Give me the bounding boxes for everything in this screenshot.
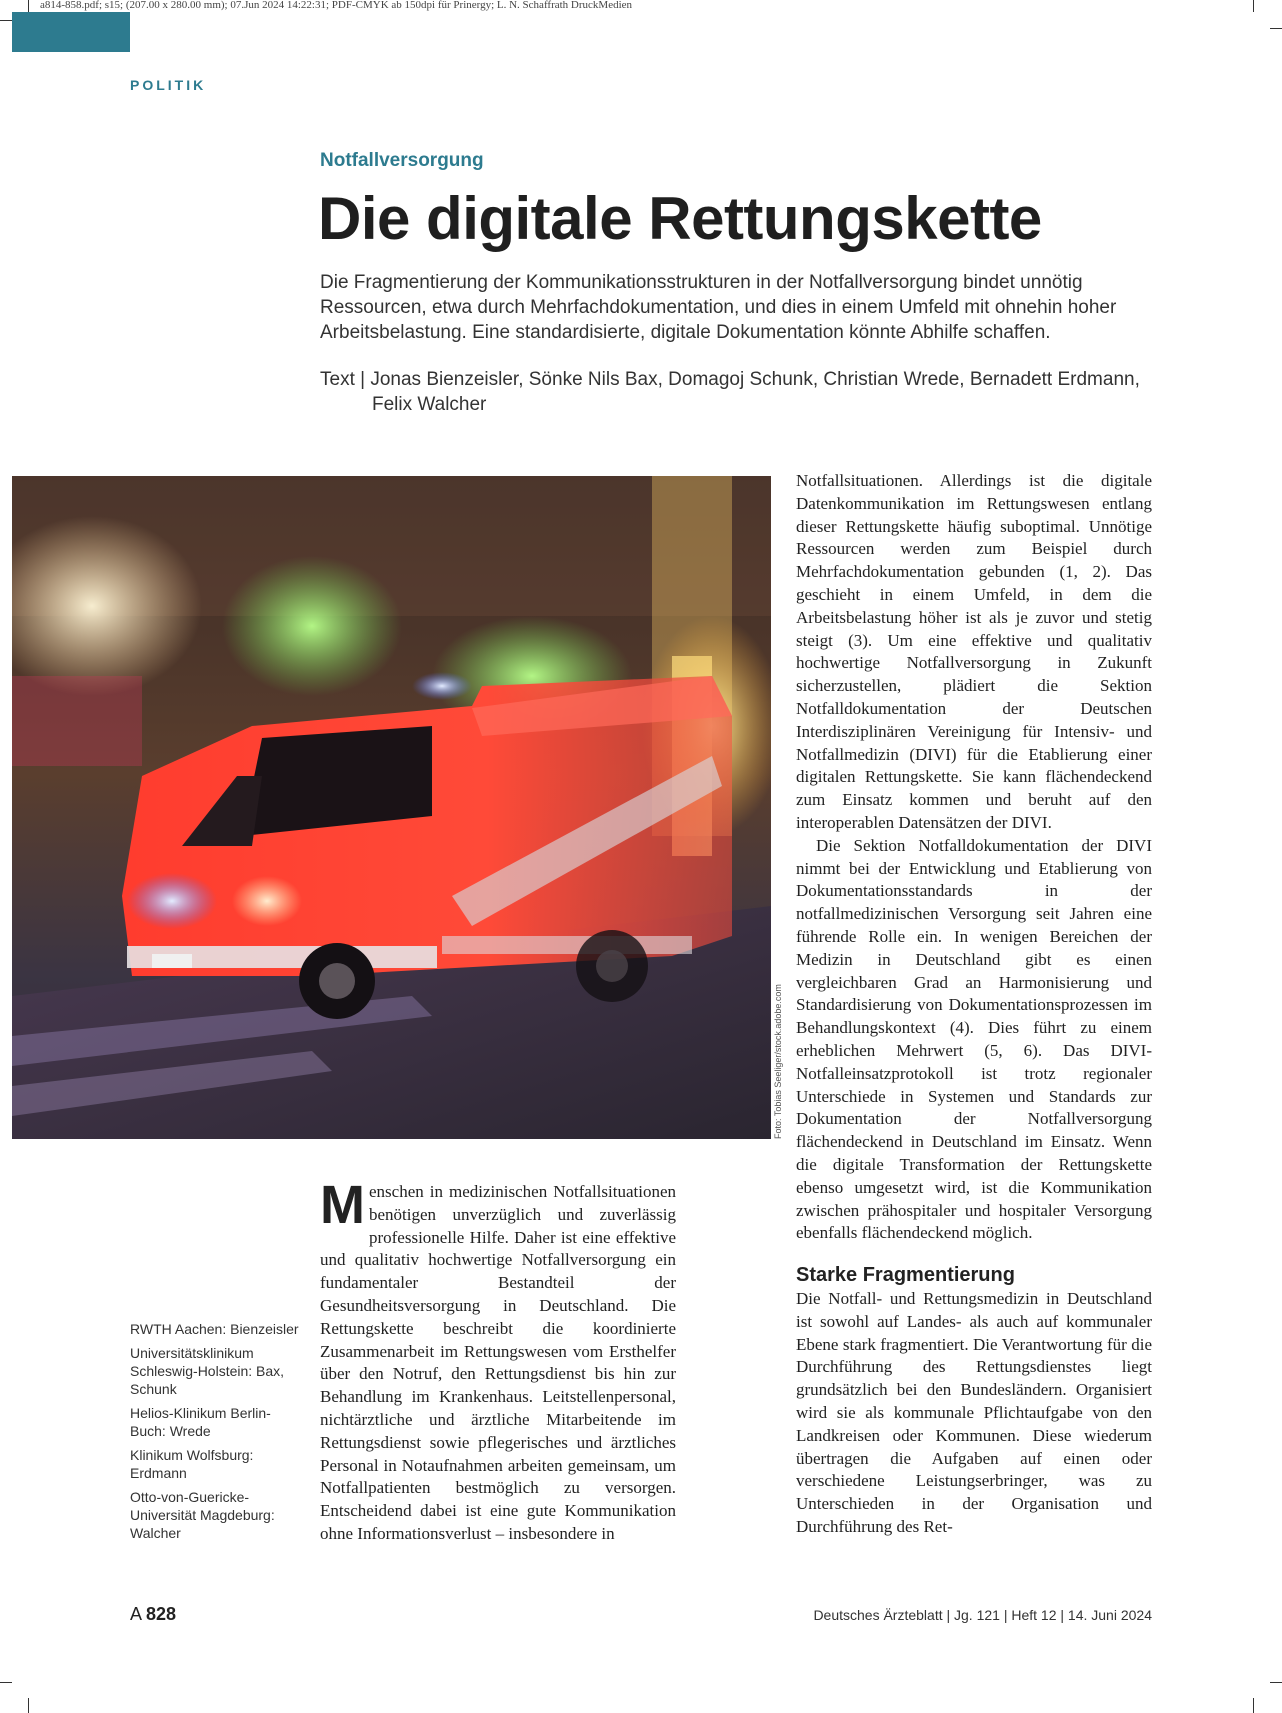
crop-mark	[28, 1698, 29, 1713]
page-number-value: 828	[146, 1604, 177, 1624]
journal-citation: Deutsches Ärzteblatt | Jg. 121 | Heft 12 | 14. Juni 2024	[813, 1607, 1152, 1623]
crop-mark	[28, 0, 29, 12]
crop-mark	[0, 1682, 12, 1683]
article-headline: Die digitale Rettungskette	[318, 185, 1042, 252]
crop-mark	[1270, 1682, 1282, 1683]
crop-mark	[0, 20, 12, 21]
affiliation-item: Universitätsklinikum Schleswig-Holstein: Bax, Schunk	[130, 1345, 285, 1397]
affiliation-item: RWTH Aachen: Bienzeisler	[130, 1321, 299, 1337]
affiliation-item: Klinikum Wolfsburg: Erdmann	[130, 1447, 254, 1481]
section-color-block	[12, 12, 130, 52]
section-label: POLITIK	[130, 77, 207, 93]
affiliation-item: Helios-Klinikum Berlin-Buch: Wrede	[130, 1405, 271, 1439]
paragraph: Notfallsituationen. Allerdings ist die digitale Datenkommunikation im Rettungswesen entlang dieser Rettungskette häufig suboptimal. Unnötige Ressourcen werden zum Beispiel durch Mehrfachdokumentation gebunden (1, 2). Das geschieht in einem Umfeld, in dem die Arbeitsbelastung höher ist als je zuvor und stetig steigt (3). Um eine effektive und qualitativ hochwertige Notfallversorgung in Zukunft sicherzustellen, plädiert die Sektion Notfalldokumentation der Deutschen Interdisziplinären Vereinigung für Intensiv- und Notfallmedizin (DIVI) für die Etablierung einer digitalen Rettungskette. Sie kann flächendeckend zum Einsatz kommen und beruht auf den interoperablen Datensätzen der DIVI.	[796, 471, 1152, 832]
paragraph	[320, 1175, 676, 1546]
article-column-right	[796, 470, 1152, 1539]
article-teaser: Die Fragmentierung der Kommunikationsstrukturen in der Notfallversorgung bindet unnötig Ressourcen, etwa durch Mehrfachdokumentation, und dies in einem Umfeld mit ohnehin hoher Arbeitsbelastung. Eine standardisierte, digitale Dokumentation könnte Abhilfe schaffen.	[320, 272, 1117, 343]
affiliation-item: Otto-von-Guericke-Universität Magdeburg: Walcher	[130, 1489, 275, 1541]
drop-cap: M	[320, 1175, 365, 1235]
print-info-line: a814-858.pdf; s15; (207.00 x 280.00 mm); 07.Jun 2024 14:22:31; PDF-CMYK ab 150dpi für Prinergy; L. N. Schaffrath DruckMedien	[40, 0, 633, 11]
article-byline: Text | Jonas Bienzeisler, Sönke Nils Bax, Domagoj Schunk, Christian Wrede, Bernadett Erdmann, Felix Walcher	[320, 369, 1140, 415]
author-affiliations	[130, 1320, 305, 1548]
crop-mark	[1253, 1698, 1254, 1713]
ambulance-photo	[12, 476, 771, 1139]
subheading: Starke Fragmentierung	[796, 1264, 1015, 1287]
page-number	[130, 1604, 176, 1625]
paragraph: Die Sektion Notfalldokumentation der DIVI nimmt bei der Entwicklung und Etablierung von Dokumentationsstandards in der notfallmedizinischen Versorgung seit Jahren eine führende Rolle ein. In wenigen Bereichen der Medizin in Deutschland gibt es einen vergleichbaren Grad an Harmonisierung und Standardisierung von Dokumentationsprozessen im Behandlungskontext (4). Dies führt zu einem erheblichen Mehrwert (5, 6). Das DIVI-Notfalleinsatzprotokoll ist trotz regionaler Unterschiede in Systemen und Standards zur Dokumentation der Notfallversorgung flächendeckend in Deutschland im Einsatz. Wenn die digitale Transformation der Rettungskette ebenso umgesetzt wird, ist die Kommunikation zwischen prähospitaler und hospitaler Versorgung ebenfalls flächendeckend möglich.	[796, 835, 1152, 1243]
page-prefix: A	[130, 1604, 142, 1624]
crop-mark	[1253, 0, 1254, 12]
crop-mark	[1270, 28, 1282, 29]
article-kicker: Notfallversorgung	[320, 150, 484, 171]
article-column-middle	[320, 1175, 676, 1546]
photo-credit: Foto: Tobias Seeliger/stock.adobe.com	[773, 984, 783, 1139]
paragraph-text: enschen in medizinischen Notfallsituationen benötigen unverzüglich und zuverlässig professionelle Hilfe. Daher ist eine effektive und qualitativ hochwertige Notfallversorgung ein fundamentaler Bestandteil der Gesundheitsversorgung in Deutschland. Die Rettungskette beschreibt die koordinierte Zusammenarbeit im Rettungswesen vom Ersthelfer über den Notruf, den Rettungsdienst bis hin zur Behandlung im Krankenhaus. Leitstellenpersonal, nichtärztliche und ärztliche Mitarbeitende im Rettungsdienst sowie pflegerisches und ärztliches Personal in Notaufnahmen arbeiten gemeinsam, um Notfallpatienten bestmöglich zu versorgen. Entscheidend dabei ist eine gute Kommunikation ohne Informationsverlust – insbesondere in	[320, 1182, 676, 1543]
paragraph: Die Notfall- und Rettungsmedizin in Deutschland ist sowohl auf Landes- als auch auf kommunaler Ebene stark fragmentiert. Die Verantwortung für die Durchführung des Rettungsdienstes liegt grundsätzlich bei den Bundesländern. Organisiert wird sie als kommunale Pflichtaufgabe von den Landkreisen oder Kommunen. Diese wiederum übertragen die Aufgaben auf einen oder verschiedene Leistungserbringer, was zu Unterschieden in der Organisation und Durchführung des Ret-	[796, 1289, 1152, 1537]
